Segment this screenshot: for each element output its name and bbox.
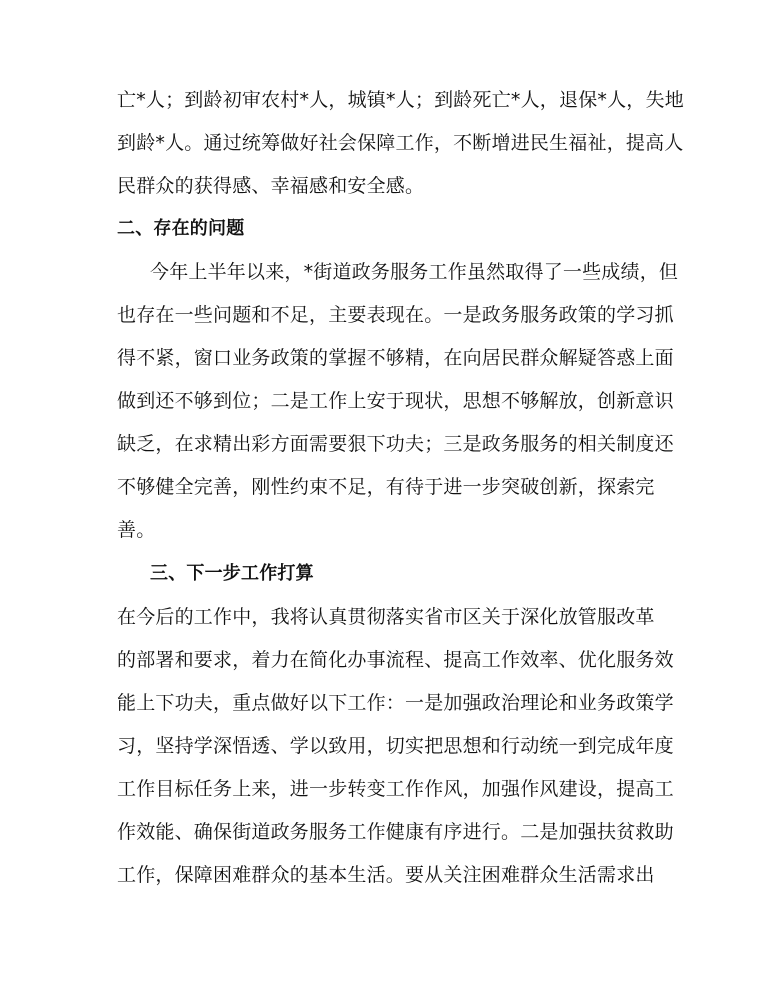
section-heading-next-steps: 三、下一步工作打算 <box>150 563 314 584</box>
paragraph-line: 民群众的获得感、幸福感和安全感。 <box>117 175 425 197</box>
paragraph-line: 作效能、确保街道政务服务工作健康有序进行。二是加强扶贫救助 <box>117 821 674 843</box>
paragraph-line: 善。 <box>117 519 156 541</box>
paragraph-line: 工作目标任务上来，进一步转变工作作风，加强作风建设，提高工 <box>117 778 674 800</box>
paragraph-line: 亡*人；到龄初审农村*人，城镇*人；到龄死亡*人，退保*人，失地 <box>117 89 684 111</box>
paragraph-line: 到龄*人。通过统筹做好社会保障工作，不断增进民生福祉，提高人 <box>117 132 684 154</box>
paragraph-line: 不够健全完善，刚性约束不足，有待于进一步突破创新，探索完 <box>117 476 655 498</box>
paragraph-line: 工作，保障困难群众的基本生活。要从关注困难群众生活需求出 <box>117 864 655 886</box>
paragraph-line: 得不紧，窗口业务政策的掌握不够精，在向居民群众解疑答惑上面 <box>117 347 674 369</box>
paragraph-line: 也存在一些问题和不足，主要表现在。一是政务服务政策的学习抓 <box>117 304 674 326</box>
paragraph-line: 做到还不够到位；二是工作上安于现状，思想不够解放，创新意识 <box>117 390 674 412</box>
section-heading-issues: 二、存在的问题 <box>117 218 245 239</box>
paragraph-line: 缺乏，在求精出彩方面需要狠下功夫；三是政务服务的相关制度还 <box>117 433 674 455</box>
paragraph-line: 在今后的工作中，我将认真贯彻落实省市区关于深化放管服改革 <box>117 606 655 628</box>
paragraph-line: 今年上半年以来，*街道政务服务工作虽然取得了一些成绩，但 <box>150 261 679 283</box>
paragraph-line: 能上下功夫，重点做好以下工作：一是加强政治理论和业务政策学 <box>117 692 674 714</box>
paragraph-line: 习，坚持学深悟透、学以致用，切实把思想和行动统一到完成年度 <box>117 735 674 757</box>
paragraph-line: 的部署和要求，着力在简化办事流程、提高工作效率、优化服务效 <box>117 649 674 671</box>
